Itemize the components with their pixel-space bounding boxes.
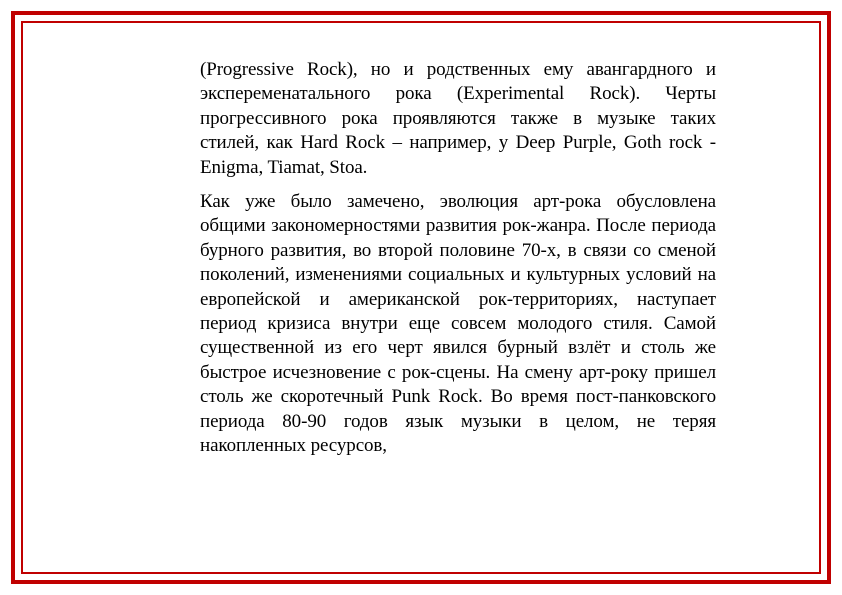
- paragraph-2: Как уже было замечено, эволюция арт-рока обусловлена общими закономерностями развития рок-жанра. После периода бурного развития, во второй половине 70-х, в связи со сменой поколений, изменениями социальных и культурных условий на европейской и американской рок-территориях, наступает период кризиса внутри еще совсем молодого стиля. Самой существенной из его черт явился бурный взлёт и столь же быстрое исчезновение с рок-сцены. На смену арт-року пришел столь же скоротечный Punk Rock. Во время пост-панковского периода 80-90 годов язык музыки в целом, не теряя накопленных ресурсов,: [200, 191, 716, 457]
- text-body: [200, 58, 716, 459]
- paragraph-1: (Progressive Rock), но и родственных ему авангардного и экспеременатального рока (Experimental Rock). Черты прогрессивного рока проявляются также в музыке таких стилей, как Hard Rock – например, у Deep Purple, Goth rock - Enigma, Tiamat, Stoa.: [200, 59, 716, 178]
